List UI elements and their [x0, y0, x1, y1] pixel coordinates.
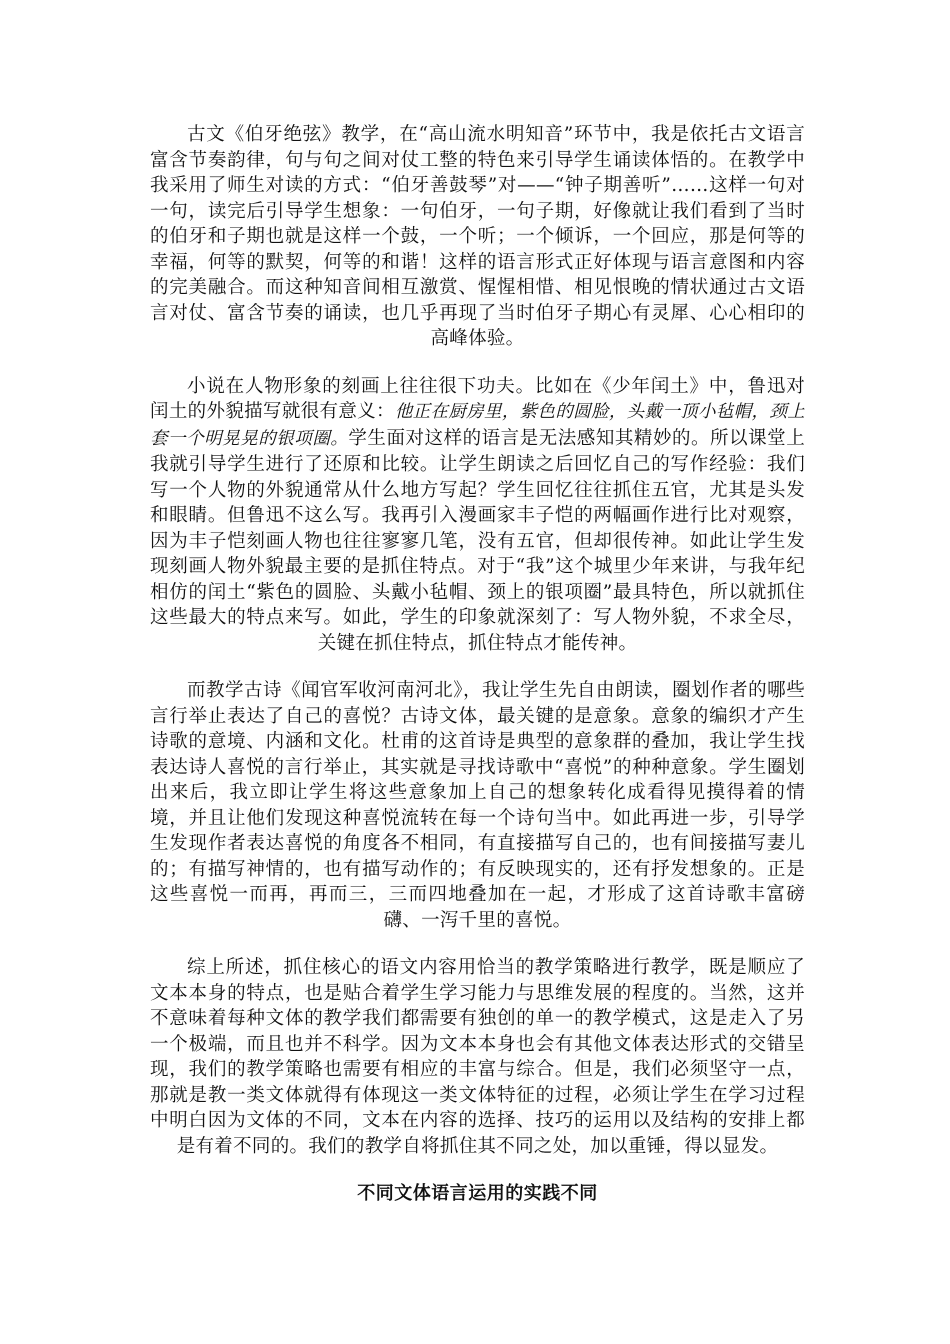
document-page — [150, 122, 805, 1207]
runtu-description-quote: 他正在厨房里，紫色的圆脸，头戴一顶小毡帽，颈上套一个明晃晃的银项圈。 — [150, 402, 805, 449]
paragraph-text-after-quote: 学生面对这样的语言是无法感知其精妙的。所以课堂上我就引导学生进行了还原和比较。让学生朗读之后回忆自己的写作经验：我们写一个人物的外貌通常从什么地方写起？学生回忆往往抓住五官，尤其是头发和眼睛。但鲁迅不这么写。我再引入漫画家丰子恺的两幅画作进行比对观察，因为丰子恺刻画人物也往往寥寥几笔，没有五官，但却很传神。如此让学生发现刻画人物外貌最主要的是抓住特点。对于“我”这个城里少年来讲，与我年纪相仿的闰土“紫色的圆脸、头戴小毡帽、颈上的银项圈”最具特色，所以就抓住这些最大的特点来写。如此，学生的印象就深刻了：写人物外貌，不求全尽，关键在抓住特点，抓住特点才能传神。 — [150, 427, 805, 654]
paragraph-boya-juexian: 古文《伯牙绝弦》教学，在“高山流水明知音”环节中，我是依托古文语言富含节奏韵律，句与句之间对仗工整的特色来引导学生诵读体悟的。在教学中我采用了师生对读的方式：“伯牙善鼓琴”对——“钟子期善听”……这样一句对一句，读完后引导学生想象：一句伯牙，一句子期，好像就让我们看到了当时的伯牙和子期也就是这样一个鼓，一个听；一个倾诉，一个回应，那是何等的幸福，何等的默契，何等的和谐！这样的语言形式正好体现与语言意图和内容的完美融合。而这种知音间相互激赏、惺惺相惜、相见恨晚的情状通过古文语言对仗、富含节奏的诵读，也几乎再现了当时伯牙子期心有灵犀、心心相印的高峰体验。 — [150, 124, 805, 349]
paragraph-text-before-quote: 小说在人物形象的刻画上往往很下功夫。比如在《少年闰土》中，鲁迅对闰土的外貌描写就很有意义： — [150, 375, 805, 422]
paragraph-ancient-poem: 而教学古诗《闻官军收河南河北》，我让学生先自由朗读，圈划作者的哪些言行举止表达了自己的喜悦？古诗文体，最关键的是意象。意象的编织才产生诗歌的意境、内涵和文化。杜甫的这首诗是典型的意象群的叠加，我让学生找表达诗人喜悦的言行举止，其实就是寻找诗歌中“喜悦”的种种意象。学生圈划出来后，我立即让学生将这些意象加上自己的想象转化成看得见摸得着的情境，并且让他们发现这种喜悦流转在每一个诗句当中。如此再进一步，引导学生发现作者表达喜悦的角度各不相同，有直接描写自己的，也有间接描写妻儿的；有描写神情的，也有描写动作的；有反映现实的，还有抒发想象的。正是这些喜悦一而再，再而三，三而四地叠加在一起，才形成了这首诗歌丰富磅礴、一泻千里的喜悦。 — [150, 680, 805, 931]
section-heading: 不同文体语言运用的实践不同 — [357, 1183, 598, 1204]
paragraph-shaonian-runtu — [150, 374, 805, 657]
paragraph-summary: 综上所述，抓住核心的语文内容用恰当的教学策略进行教学，既是顺应了文本本身的特点，也是贴合着学生学习能力与思维发展的程度的。当然，这并不意味着每种文体的教学我们都需要有独创的单一的教学模式，这是走入了另一个极端，而且也并不科学。因为文本本身也会有其他文体表达形式的交错呈现，我们的教学策略也需要有相应的丰富与综合。但是，我们必须坚守一点，那就是教一类文体就得有体现这一类文体特征的过程，必须让学生在学习过程中明白因为文体的不同，文本在内容的选择、技巧的运用以及结构的安排上都是有着不同的。我们的教学自将抓住其不同之处，加以重锤，得以显发。 — [150, 957, 805, 1157]
